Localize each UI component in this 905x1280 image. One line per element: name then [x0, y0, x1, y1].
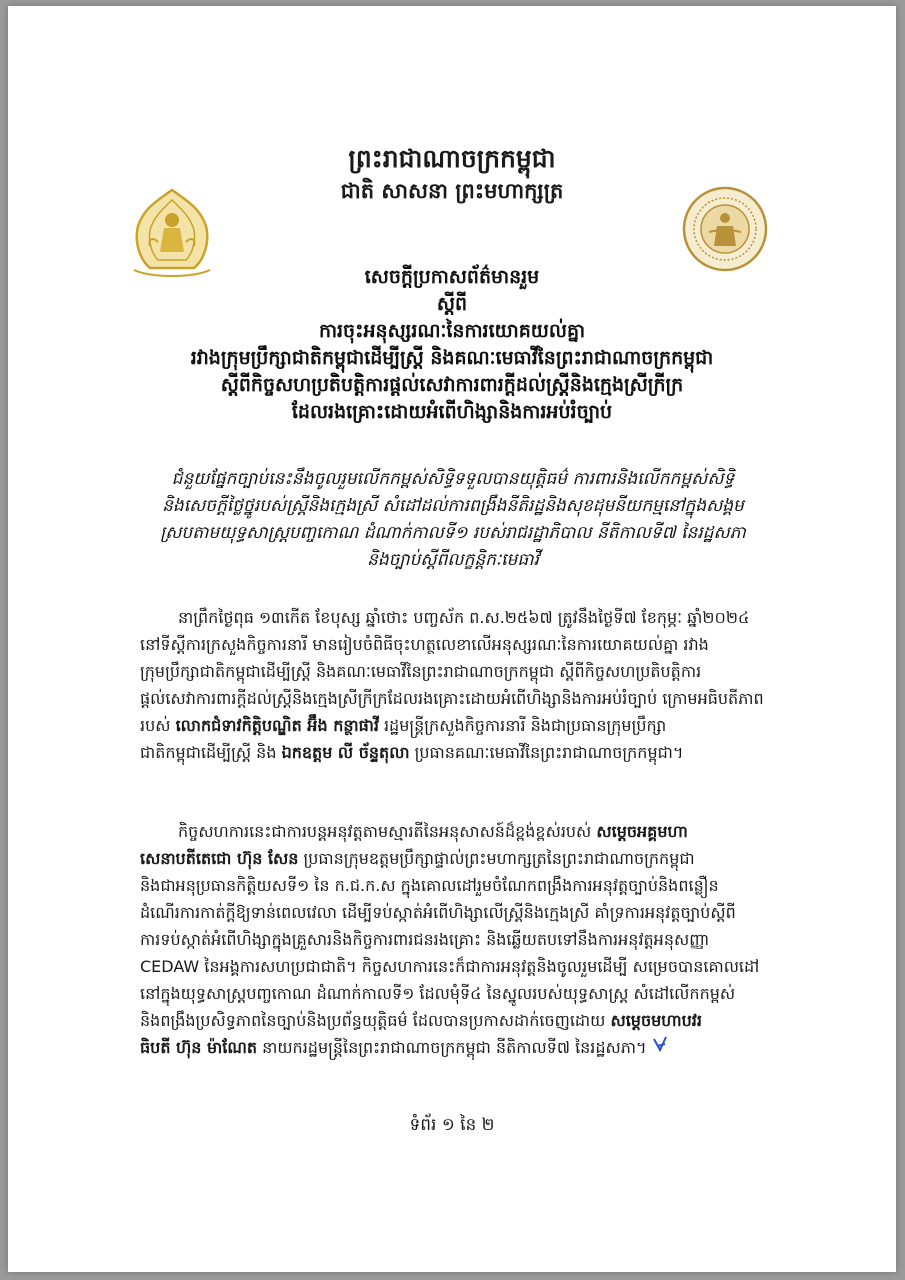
body-paragraph-1	[140, 604, 780, 766]
summary-line: ស្របតាមយុទ្ធសាស្ត្របញ្ចកោណ ដំណាក់កាលទី១ របស់រាជរដ្ឋាភិបាល នីតិកាលទី៧ នៃរដ្ឋសភា	[160, 523, 746, 543]
person-name: ឯកឧត្តម លី ច័ន្ទតុលា	[281, 743, 410, 762]
paragraph-text: រដ្ឋមន្ត្រីក្រសួងកិច្ចការនារី និងជាប្រធានក្រុមប្រឹក្សា	[378, 716, 667, 735]
paragraph-line	[140, 818, 780, 845]
paragraph-line: នៅក្នុងយុទ្ធសាស្ត្របញ្ចកោណ ដំណាក់កាលទី១ ដែលមុំទី៤ នៃស្នូលរបស់យុទ្ធសាស្ត្រ សំដៅលើកកម្ពស់	[140, 984, 736, 1003]
paragraph-line	[140, 1034, 780, 1061]
paragraph-line	[140, 712, 780, 739]
title-line: ស្តីពីកិច្ចសហប្រតិបត្តិការផ្តល់សេវាការពារក្តីដល់ស្ត្រីនិងក្មេងស្រីក្រីក្រ	[220, 374, 684, 396]
paragraph-line: ដំណើរការកាត់ក្តីឱ្យទាន់ពេលវេលា ដើម្បីទប់ស្កាត់អំពើហិង្សាលើស្ត្រីនិងក្មេងស្រី គាំទ្រការអនុវត្តច្បាប់ស្តីពី	[140, 903, 736, 922]
paragraph-line: នៅទីស្តីការក្រសួងកិច្ចការនារី មានរៀបចំពិធីចុះហត្ថលេខាលើអនុស្សរណៈនៃការយោគយល់គ្នា រវាង	[140, 635, 709, 654]
paragraph-text: និងពង្រឹងប្រសិទ្ធភាពនៃច្បាប់និងប្រព័ន្ធយុត្តិធម៌ ដែលបានប្រកាសដាក់ចេញដោយ	[140, 1011, 611, 1030]
person-name: សម្តេចមហាបវរ	[610, 1011, 702, 1030]
kingdom-heading: ព្រះរាជាណាចក្រកម្ពុជា	[348, 144, 556, 173]
summary-line: និងច្បាប់ស្តីពីលក្ខន្តិកៈមេធាវី	[367, 550, 539, 570]
paragraph-line	[140, 739, 780, 766]
paragraph-line: ក្រុមប្រឹក្សាជាតិកម្ពុជាដើម្បីស្ត្រី និងគណៈមេធាវីនៃព្រះរាជាណាចក្រកម្ពុជា ស្តីពីកិច្ចសហប្រតិបត្តិការ	[140, 662, 702, 681]
paragraph-text: ប្រធានក្រុមឧត្តមប្រឹក្សាផ្ទាល់ព្រះមហាក្សត្រនៃព្រះរាជាណាចក្រកម្ពុជា	[298, 849, 695, 868]
title-line: សេចក្តីប្រកាសព័ត៌មានរួម	[364, 266, 540, 288]
bar-association-seal-icon	[682, 186, 768, 272]
document-page	[8, 6, 896, 1272]
initial-mark-icon	[651, 1035, 669, 1053]
paragraph-text: ប្រធានគណៈមេធាវីនៃព្រះរាជាណាចក្រកម្ពុជា។	[409, 743, 684, 762]
paragraph-text: កិច្ចសហការនេះជាការបន្តអនុវត្តតាមស្មារតីនៃអនុសាសន៍ដ៏ខ្ពង់ខ្ពស់របស់	[178, 822, 597, 841]
paragraph-text: របស់	[140, 716, 176, 735]
paragraph-line: និងជាអនុប្រធានកិត្តិយសទី១ នៃ ក.ជ.ក.ស ក្នុងគោលដៅរួមចំណែកពង្រឹងការអនុវត្តច្បាប់និងពន្លឿន	[140, 876, 719, 895]
paragraph-line: ផ្តល់សេវាការពារក្តីដល់ស្ត្រីនិងក្មេងស្រីក្រីក្រដែលរងគ្រោះដោយអំពើហិង្សានិងការអប់រំច្បាប់ ក្រោមអធិបតីភាព	[140, 689, 764, 708]
person-name: សម្តេចអគ្គមហា	[596, 822, 688, 841]
paragraph-line: CEDAW នៃអង្គការសហប្រជាជាតិ។ កិច្ចសហការនេះក៏ជាការអនុវត្តនិងចូលរួមដើម្បី សម្រេចបានគោលដៅ	[140, 957, 760, 976]
title-line: ដែលរងគ្រោះដោយអំពើហិង្សានិងការអប់រំច្បាប់	[291, 401, 613, 423]
title-line: ការចុះអនុស្សរណៈនៃការយោគយល់គ្នា	[318, 320, 586, 342]
person-name: ធិបតី ហ៊ុន ម៉ាណែត	[140, 1038, 257, 1057]
person-name: សេនាបតីតេជោ ហ៊ុន សែន	[140, 849, 299, 868]
announcement-title	[48, 264, 856, 426]
paragraph-text: នាយករដ្ឋមន្ត្រីនៃព្រះរាជាណាចក្រកម្ពុជា នីតិកាលទី៧ នៃរដ្ឋសភា។	[257, 1038, 647, 1057]
summary-line: និងសេចក្តីថ្លៃថ្នូរបស់ស្ត្រីនិងក្មេងស្រី សំដៅដល់ការពង្រឹងនីតិរដ្ឋនិងសុខដុមនីយកម្មនៅក្នុងសង្គម	[162, 496, 744, 516]
title-line: ស្តីពី	[436, 293, 468, 315]
paragraph-line	[140, 1007, 780, 1034]
title-line: រវាងក្រុមប្រឹក្សាជាតិកម្ពុជាដើម្បីស្ត្រី និងគណៈមេធាវីនៃព្រះរាជាណាចក្រកម្ពុជា	[190, 347, 714, 369]
paragraph-line: ការទប់ស្កាត់អំពើហិង្សាក្នុងគ្រួសារនិងកិច្ចការពារជនរងគ្រោះ និងឆ្លើយតបទៅនឹងការអនុវត្តអនុសញ្ញា	[140, 930, 710, 949]
summary-block	[98, 466, 808, 574]
body-paragraph-2	[140, 818, 780, 1061]
person-name: លោកជំទាវកិត្តិបណ្ឌិត អ៊ឹង កន្ថាផាវី	[175, 716, 379, 735]
summary-line: ជំនួយផ្នែកច្បាប់នេះនឹងចូលរួមលើកកម្ពស់សិទ្ធិទទួលបានយុត្តិធម៌ ការពារនិងលើកកម្ពស់សិទ្ធិ	[171, 469, 735, 489]
paragraph-text: ជាតិកម្ពុជាដើម្បីស្ត្រី និង	[140, 743, 282, 762]
motto-heading: ជាតិ សាសនា ព្រះមហាក្សត្រ	[340, 179, 564, 203]
page-number: ទំព័រ ១ នៃ ២	[409, 1115, 495, 1135]
paragraph-line: នាព្រឹកថ្ងៃពុធ ១៣កើត ខែបុស្ស ឆ្នាំថោះ បញ្ចស័ក ព.ស.២៥៦៧ ត្រូវនឹងថ្ងៃទី៧ ខែកុម្ភៈ ឆ្នាំ២០២៤	[178, 608, 750, 627]
paragraph-line	[140, 845, 780, 872]
